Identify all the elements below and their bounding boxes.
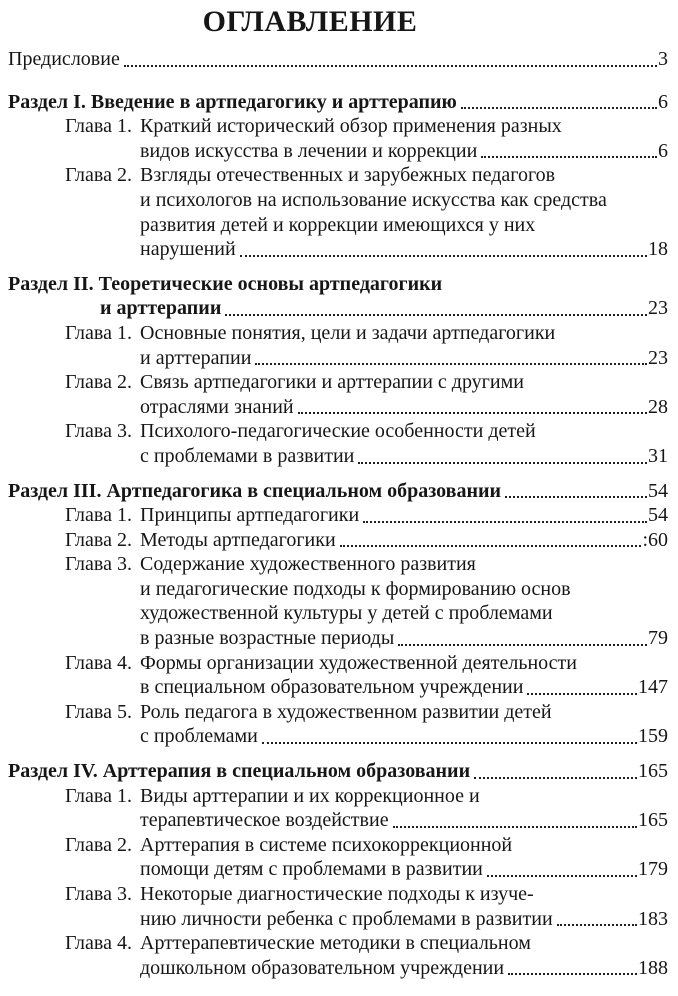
entry-text: и арттерапии <box>140 346 252 369</box>
dot-leader <box>225 314 647 316</box>
entry-text: Раздел I. Введение в артпедагогику и арттерапию <box>8 90 457 113</box>
chapter-label: Глава 1. <box>65 115 132 138</box>
toc-section-2 <box>8 272 668 469</box>
dot-leader <box>508 973 637 975</box>
dot-leader <box>481 156 657 158</box>
chapter-entry-continuation <box>8 237 668 262</box>
toc-section-4 <box>8 759 668 980</box>
chapter-label: Глава 4. <box>65 932 132 955</box>
dot-leader <box>393 826 637 828</box>
page-number: 23 <box>648 346 668 369</box>
chapter-entry <box>8 700 668 725</box>
entry-text: с проблемами в развитии <box>140 444 355 467</box>
chapter-entry-continuation <box>8 395 668 420</box>
entry-text: Краткий исторический обзор применения разных <box>140 115 562 138</box>
entry-text: художественной культуры у детей с проблемами <box>140 602 553 625</box>
entry-text: Роль педагога в художественном развитии детей <box>140 700 552 723</box>
entry-text: Принципы артпедагогики <box>140 504 360 527</box>
page-number: 165 <box>638 760 668 783</box>
chapter-label: Глава 3. <box>65 553 132 576</box>
section-heading <box>8 90 668 115</box>
page-number: 188 <box>638 956 668 979</box>
chapter-entry-continuation <box>8 626 668 651</box>
entry-text: Раздел III. Артпедагогика в специальном образовании <box>8 479 502 502</box>
section-heading <box>8 759 668 784</box>
chapter-entry-continuation <box>8 188 668 213</box>
dot-leader <box>340 545 642 547</box>
chapter-entry-continuation <box>8 213 668 238</box>
page-number: 3 <box>658 48 668 70</box>
dot-leader <box>527 693 637 695</box>
dot-leader <box>398 644 647 646</box>
entry-text: развития детей и коррекции имеющихся у них <box>140 213 536 236</box>
entry-text: Некоторые диагностические подходы к изуче- <box>140 883 534 905</box>
chapter-entry <box>8 321 668 346</box>
chapter-entry-continuation <box>8 907 668 932</box>
entry-text: нарушений <box>140 238 236 261</box>
dot-leader <box>262 742 637 744</box>
chapter-entry <box>8 833 668 858</box>
page-number: 54 <box>648 479 668 502</box>
chapter-entry-continuation <box>8 139 668 164</box>
chapter-label: Глава 2. <box>65 833 132 856</box>
chapter-entry-continuation <box>8 444 668 469</box>
chapter-label: Глава 3. <box>65 883 132 905</box>
entry-text: терапевтическое воздействие <box>140 809 389 832</box>
entry-text: Психолого-педагогические особенности детей <box>140 420 536 443</box>
page-number: 18 <box>648 238 668 261</box>
chapter-label: Глава 2. <box>65 371 132 394</box>
dot-leader <box>124 65 657 67</box>
entry-text: и педагогические подходы к формированию основ <box>140 577 571 600</box>
entry-text: и психологов на использование искусства как средства <box>140 188 607 211</box>
page-number: 159 <box>638 725 668 748</box>
chapter-entry <box>8 163 668 188</box>
page-number: 179 <box>638 858 668 881</box>
chapter-label: Глава 4. <box>65 651 132 674</box>
entry-text: помощи детям с проблемами в развитии <box>140 858 483 881</box>
entry-text: Раздел II. Теоретические основы артпедагогики <box>8 272 443 295</box>
chapter-entry-continuation <box>8 857 668 882</box>
entry-text: Содержание художественного развития <box>140 553 476 576</box>
chapter-entry <box>8 552 668 577</box>
entry-text: Арттерапевтические методики в специальном <box>140 932 531 955</box>
page-number: 147 <box>638 676 668 699</box>
entry-text: Формы организации художественной деятельности <box>140 651 577 674</box>
entry-text: Виды арттерапии и их коррекционное и <box>140 784 480 807</box>
toc-section-3 <box>8 479 668 750</box>
entry-text: Арттерапия в системе психокоррекционной <box>140 833 513 856</box>
preface-entry <box>8 47 668 72</box>
chapter-entry <box>8 784 668 809</box>
page-number: 6 <box>658 90 668 113</box>
table-of-contents <box>8 47 668 980</box>
dot-leader <box>298 412 647 414</box>
entry-text: дошкольном образовательном учреждении <box>140 956 505 979</box>
entry-text: с проблемами <box>140 725 258 748</box>
entry-text: Взгляды отечественных и зарубежных педагогов <box>140 164 556 187</box>
chapter-label: Глава 3. <box>65 420 132 443</box>
page-number: 54 <box>648 504 668 527</box>
chapter-entry <box>8 419 668 444</box>
section-heading-continuation <box>8 296 668 321</box>
dot-leader <box>363 521 647 523</box>
page-number: 28 <box>648 395 668 418</box>
chapter-entry-continuation <box>8 808 668 833</box>
chapter-entry-continuation <box>8 956 668 981</box>
page-title: ОГЛАВЛЕНИЕ <box>202 5 418 38</box>
chapter-label: Глава 5. <box>65 700 132 723</box>
entry-text: Предисловие <box>8 48 120 70</box>
entry-text: нию личности ребенка с проблемами в развитии <box>140 907 553 930</box>
section-heading <box>8 272 668 297</box>
chapter-entry <box>8 882 668 907</box>
toc-section-1 <box>8 90 668 262</box>
page-number: 165 <box>638 809 668 832</box>
page-number: 6 <box>658 139 668 162</box>
chapter-label: Глава 2. <box>65 164 132 187</box>
page-number: 31 <box>648 444 668 467</box>
chapter-entry <box>8 651 668 676</box>
chapter-entry-continuation <box>8 346 668 371</box>
dot-leader <box>487 875 637 877</box>
page-number: 183 <box>638 907 668 930</box>
chapter-label: Глава 1. <box>65 321 132 344</box>
page-number: :60 <box>642 528 668 551</box>
chapter-entry-continuation <box>8 601 668 626</box>
dot-leader <box>255 363 647 365</box>
chapter-entry-continuation <box>8 675 668 700</box>
entry-text: Связь артпедагогики и арттерапии с другими <box>140 371 524 394</box>
entry-text: отраслями знаний <box>140 395 294 418</box>
dot-leader <box>557 924 637 926</box>
chapter-entry <box>8 503 668 528</box>
entry-text: Методы артпедагогики <box>140 528 336 551</box>
dot-leader <box>358 462 647 464</box>
chapter-entry <box>8 528 668 553</box>
entry-text: видов искусства в лечении и коррекции <box>140 139 478 162</box>
section-heading <box>8 479 668 504</box>
dot-leader <box>461 107 657 109</box>
entry-text: в специальном образовательном учреждении <box>140 676 524 699</box>
entry-text: в разные возрастные периоды <box>140 627 395 650</box>
entry-text: Раздел IV. Арттерапия в специальном образовании <box>8 760 471 783</box>
chapter-entry-continuation <box>8 577 668 602</box>
chapter-label: Глава 1. <box>65 784 132 807</box>
chapter-entry <box>8 114 668 139</box>
dot-leader <box>505 496 647 498</box>
chapter-entry <box>8 370 668 395</box>
chapter-label: Глава 1. <box>65 504 132 527</box>
page-number: 79 <box>648 627 668 650</box>
entry-text: и арттерапии <box>100 297 222 320</box>
dot-leader <box>474 777 637 779</box>
dot-leader <box>240 255 647 257</box>
chapter-entry <box>8 931 668 956</box>
chapter-entry-continuation <box>8 724 668 749</box>
page-number: 23 <box>648 297 668 320</box>
chapter-label: Глава 2. <box>65 528 132 551</box>
entry-text: Основные понятия, цели и задачи артпедагогики <box>140 321 556 344</box>
